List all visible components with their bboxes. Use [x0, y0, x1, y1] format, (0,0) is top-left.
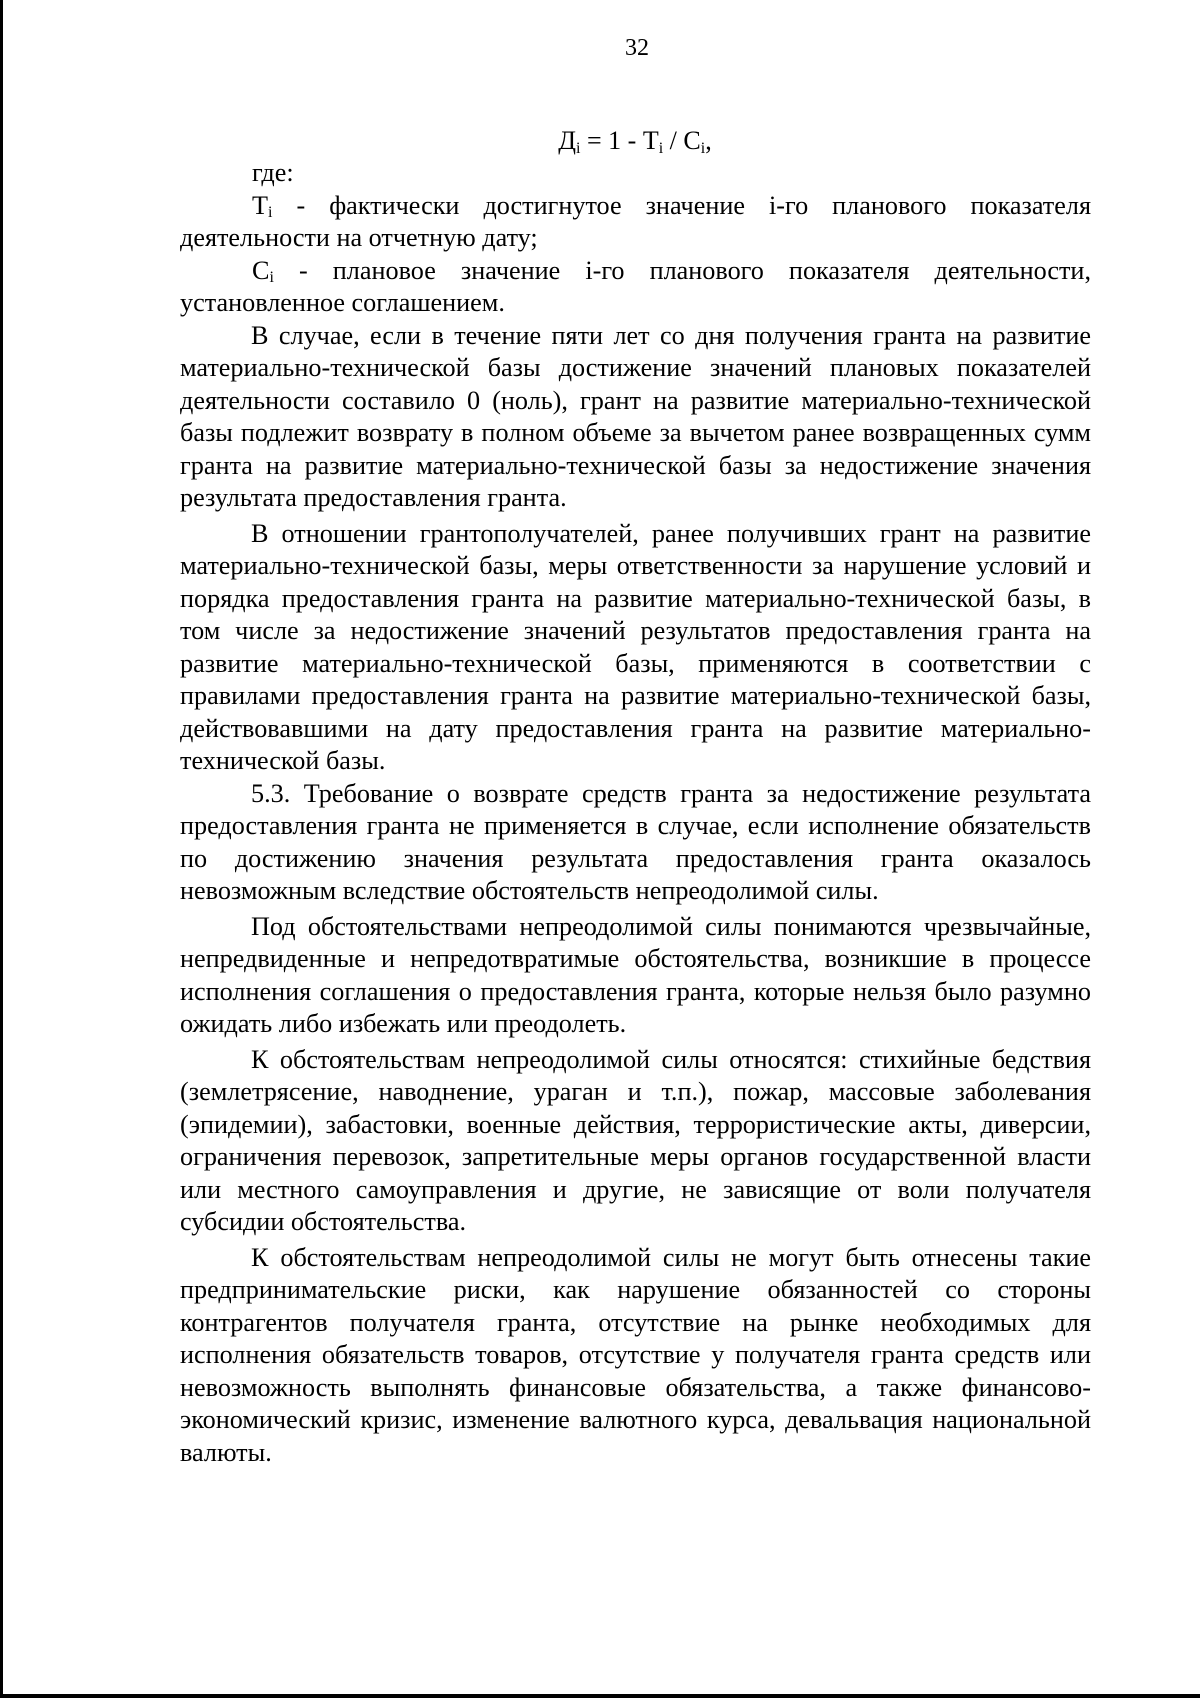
formula-tail: , — [705, 126, 712, 155]
definition-t-subscript: i — [268, 203, 273, 221]
page-number: 32 — [625, 35, 649, 61]
paragraph-previous-recipients: В отношении грантополучателей, ранее получивших грант на развитие материально-технической базы, меры ответственности за нарушение условий и порядка предоставления гранта на развитие материально-технической базы, в том числе за недостижение значений результатов предоставления гранта на развитие материально-технической базы, применяются в соответствии с правилами предоставления гранта на развитие материально-технической базы, действовавшими на дату предоставления гранта на развитие материально-технической базы. — [180, 518, 1091, 775]
definition-c — [180, 255, 1091, 320]
formula-equals-part: = 1 - Т — [580, 126, 659, 155]
definition-c-subscript: i — [269, 268, 274, 286]
formula-divide-part: / С — [663, 126, 701, 155]
paragraph-business-risks: К обстоятельствам непреодолимой силы не могут быть отнесены такие предпринимательские риски, как нарушение обязанностей со стороны контрагентов получателя гранта, отсутствие на рынке необходимых для исполнения обязательств товаров, отсутствие у получателя гранта средств или невозможность выполнять финансовые обязательства, а также финансово-экономический кризис, изменение валютного курса, девальвация национальной валюты. — [180, 1242, 1091, 1467]
definition-t-symbol: Т — [252, 190, 268, 220]
formula-t-subscript: i — [658, 140, 664, 157]
where-label: где: — [252, 158, 294, 187]
formula-lhs: Д — [558, 126, 577, 155]
paragraph-force-majeure-definition: Под обстоятельствами непреодолимой силы понимаются чрезвычайные, непредвиденные и непредотвратимые обстоятельства, возникшие в процессе исполнения соглашения о предоставления гранта, которые нельзя было разумно ожидать либо избежать или преодолеть. — [180, 911, 1091, 1038]
definition-c-symbol: С — [252, 255, 270, 285]
definition-c-text: - плановое значение i-го планового показателя деятельности, установленное соглашением. — [180, 255, 1091, 317]
paragraph-5-3: 5.3. Требование о возврате средств гранта за недостижение результата предоставления гранта не применяется в случае, если исполнение обязательств по достижению значения результата предоставления гранта оказалось невозможным вследствие обстоятельств непреодолимой силы. — [180, 778, 1091, 905]
scan-bottom-edge — [0, 1694, 1200, 1698]
definition-t — [180, 190, 1091, 255]
scan-left-edge — [0, 0, 3, 1698]
formula-lhs-subscript: i — [576, 140, 581, 157]
document-body — [180, 157, 1091, 1469]
formula — [0, 125, 1200, 157]
paragraph-return-grant: В случае, если в течение пяти лет со дня получения гранта на развитие материально-технической базы достижение значений плановых показателей деятельности составило 0 (ноль), грант на развитие материально-технической базы подлежит возврату в полном объеме за вычетом ранее возвращенных сумм гранта на развитие материально-технической базы за недостижение значения результата предоставления гранта. — [180, 320, 1091, 512]
paragraph-force-majeure-list: К обстоятельствам непреодолимой силы относятся: стихийные бедствия (землетрясение, наводнение, ураган и т.п.), пожар, массовые заболевания (эпидемии), забастовки, военные действия, террористические акты, диверсии, ограничения перевозок, запретительные меры органов государственной власти или местного самоуправления и другие, не зависящие от воли получателя субсидии обстоятельства. — [180, 1044, 1091, 1236]
formula-c-subscript: i — [700, 140, 706, 157]
definition-t-text: - фактически достигнутое значение i-го планового показателя деятельности на отчетную дату; — [180, 190, 1091, 252]
